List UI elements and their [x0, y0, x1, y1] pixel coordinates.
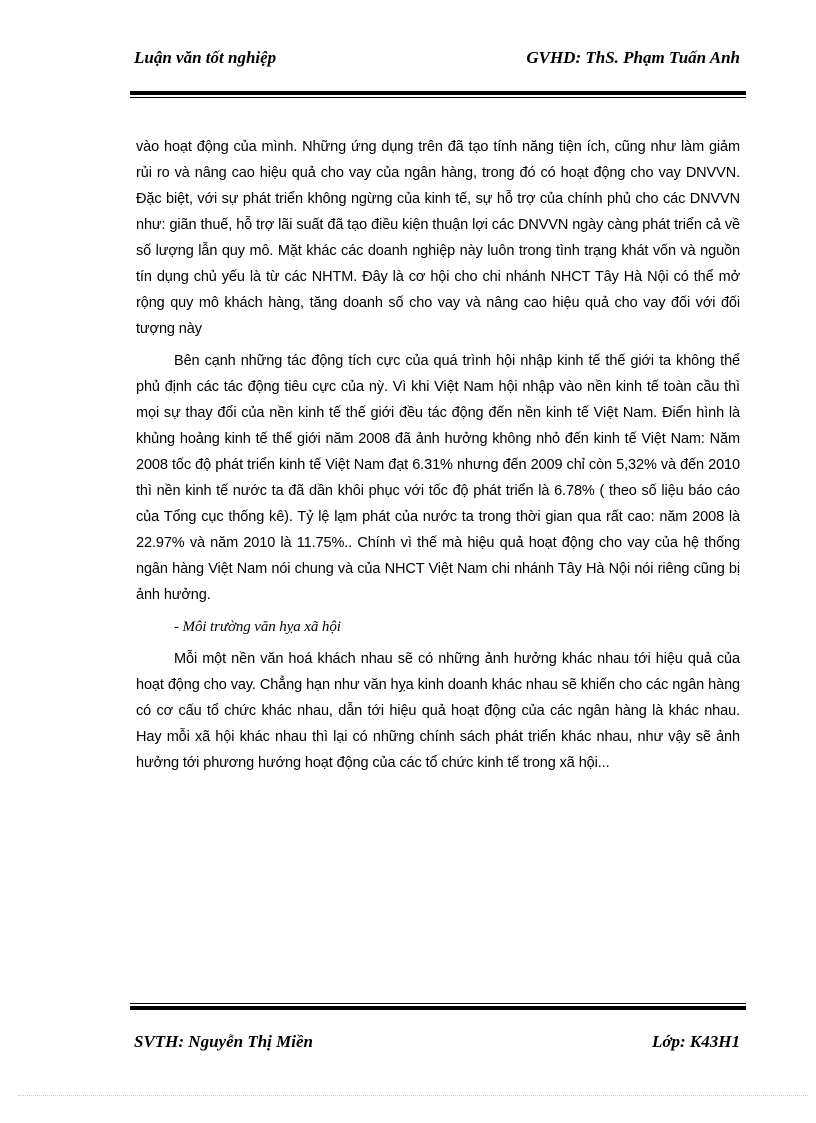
paragraph-2: Bên cạnh những tác động tích cực của quá trình hội nhập kinh tế thế giới ta không thể phủ định các tác động tiêu cực của nỳ. Vì khi Việt Nam hội nhập vào nền kinh tế toàn cầu thì mọi sự thay đổi của nền kinh tế thế giới đều tác động đến nền kinh tế Việt Nam. Điển hình là khủng hoảng kinh tế thế giới năm 2008 đã ảnh hưởng không nhỏ đến kinh tế Việt Nam: Năm 2008 tốc độ phát triển kinh tế Việt Nam đạt 6.31% nhưng đến 2009 chỉ còn 5,32% và đến 2010 thì nền kinh tế nước ta đã dần khôi phục với tốc độ phát triển là 6.78% ( theo số liệu báo cáo của Tổng cục thống kê). Tỷ lệ lạm phát của nước ta trong thời gian qua rất cao: năm 2008 là 22.97% và năm 2010 là 11.75%.. Chính vì thế mà hiệu quả hoạt động cho vay của hệ thống ngân hàng Việt Nam nói chung và của NHCT Việt Nam chi nhánh Tây Hà Nội nói riêng cũng bị ảnh hưởng.	[136, 353, 740, 603]
subheading-culture-society: - Môi trường văn hỵa xã hội	[174, 619, 341, 635]
paragraph-1: vào hoạt động của mình. Những ứng dụng trên đã tạo tính năng tiện ích, cũng như làm giảm rủi ro và nâng cao hiệu quả cho vay của ngân hàng, trong đó có hoạt động cho vay DNVVN. Đặc biệt, với sự phát triển không ngừng của kinh tế, sự hỗ trợ của chính phủ cho các DNVVN như: giãn thuế, hỗ trợ lãi suất đã tạo điều kiện thuận lợi các DNVVN ngày càng phát triển cả về số lượng lẫn quy mô. Mặt khác các doanh nghiệp này luôn trong tình trạng khát vốn và nguồn tín dụng chủ yếu là từ các NHTM. Đây là cơ hội cho chi nhánh NHCT Tây Hà Nội có thể mở rộng quy mô khách hàng, tăng doanh số cho vay và nâng cao hiệu quả cho vay đối với đối tượng này	[136, 139, 740, 337]
footer-rule-thin	[130, 1003, 746, 1004]
footer-student: SVTH: Nguyễn Thị Miền	[134, 1032, 313, 1051]
page-footer	[132, 1032, 744, 1056]
footer-rule-thick	[130, 1006, 746, 1010]
footer-class: Lớp: K43H1	[652, 1032, 740, 1051]
header-rule-thin	[130, 97, 746, 98]
header-rule-thick	[130, 91, 746, 95]
page-header	[132, 48, 744, 72]
header-advisor: GVHD: ThS. Phạm Tuấn Anh	[526, 48, 740, 67]
page-bottom-dotted-line	[18, 1095, 808, 1096]
body-text	[136, 134, 740, 782]
paragraph-3: Mỗi một nền văn hoá khách nhau sẽ có những ảnh hưởng khác nhau tới hiệu quả của hoạt động cho vay. Chẳng hạn như văn hỵa kinh doanh khác nhau sẽ khiến cho các ngân hàng có cơ cấu tổ chức khác nhau, dẫn tới hiệu quả hoạt động của các ngân hàng là khác nhau. Hay mỗi xã hội khác nhau thì lại có những chính sách phát triển khác nhau, như vậy sẽ ảnh hưởng tới phương hướng hoạt động của các tổ chức kinh tế trong xã hội...	[136, 651, 740, 771]
header-thesis-title: Luận văn tốt nghiệp	[134, 48, 277, 67]
